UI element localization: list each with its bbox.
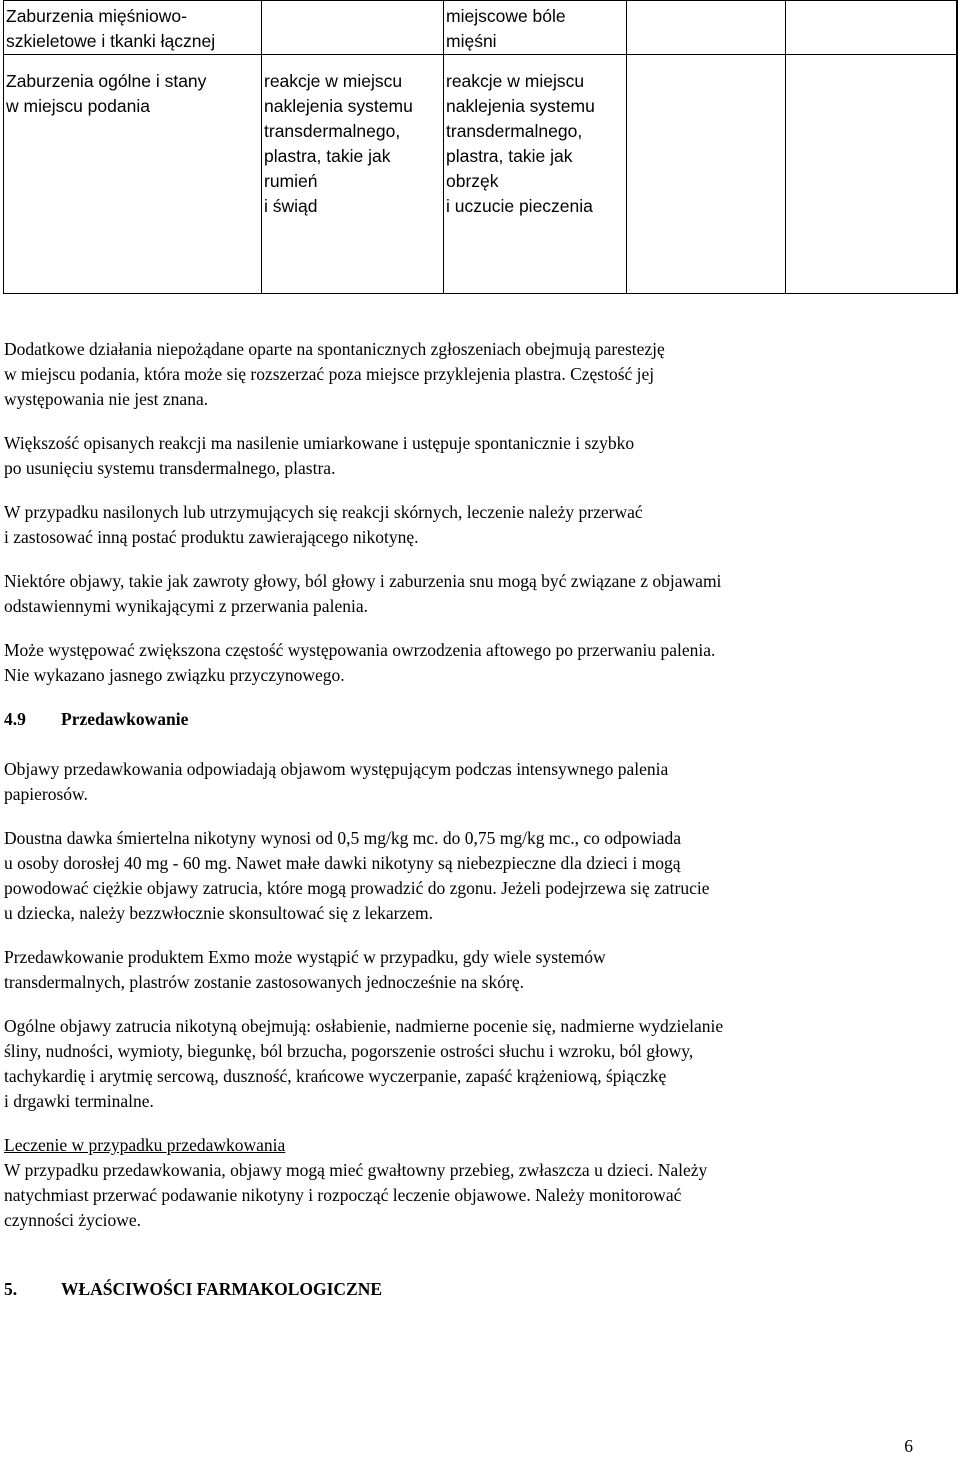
paragraph-exmo-overdose: Przedawkowanie produktem Exmo może wystąpić w przypadku, gdy wiele systemów transdermalnych, plastrów zostanie zastosowanych jednocześnie na skórę.: [4, 947, 606, 992]
table-cell: [627, 55, 786, 294]
section-4-9-heading: [4, 707, 949, 732]
paragraph-lethal-dose: Doustna dawka śmiertelna nikotyny wynosi od 0,5 mg/kg mc. do 0,75 mg/kg mc., co odpowiada u osoby dorosłej 40 mg - 60 mg. Nawet małe dawki nikotyny są niebezpieczne dla dzieci i mogą powodować ciężkie objawy zatrucia, które mogą prowadzić do zgonu. Jeżeli podejrzewa się zatrucie u dziecka, należy bezzwłocznie skonsultować się z lekarzem.: [4, 828, 710, 923]
adverse-reactions-table: [3, 0, 958, 294]
section-number: 4.9: [4, 709, 26, 729]
paragraph-skin-reactions: W przypadku nasilonych lub utrzymujących się reakcji skórnych, leczenie należy przerwać i zastosować inną postać produktu zawierającego nikotynę.: [4, 502, 643, 547]
table-cell: miejscowe bóle mięśni: [444, 1, 627, 55]
paragraph-overdose-symptoms: Objawy przedawkowania odpowiadają objawom występującym podczas intensywnego palenia papierosów.: [4, 759, 669, 804]
paragraph-withdrawal: Niektóre objawy, takie jak zawroty głowy, ból głowy i zaburzenia snu mogą być związane z objawami odstawiennymi wynikającymi z przerwania palenia.: [4, 571, 722, 616]
paragraph-poisoning-symptoms: Ogólne objawy zatrucia nikotyną obejmują: osłabienie, nadmierne pocenie się, nadmierne wydzielanie śliny, nudności, wymioty, biegunkę, ból brzucha, pogorszenie ostrości słuchu i wzroku, ból głowy, tachykardię i arytmię sercową, duszność, krańcowe wyczerpanie, zapaść krążeniową, śpiączkę i drgawki terminalne.: [4, 1016, 724, 1111]
table-row: [4, 1, 957, 55]
treatment-heading: Leczenie w przypadku przedawkowania: [4, 1135, 286, 1155]
table-cell: [262, 1, 444, 55]
table-cell: Zaburzenia mięśniowo- szkieletowe i tkanki łącznej: [4, 1, 262, 55]
table-cell: [786, 1, 957, 55]
paragraph-paresthesia: Dodatkowe działania niepożądane oparte na spontanicznych zgłoszeniach obejmują parestezję w miejscu podania, która może się rozszerzać poza miejsce przyklejenia plastra. Częstość jej występowania nie jest znana.: [4, 339, 665, 409]
section-number: 5.: [4, 1279, 18, 1299]
paragraph-severity: Większość opisanych reakcji ma nasilenie umiarkowane i ustępuje spontanicznie i szybko po usunięciu systemu transdermalnego, plastra.: [4, 433, 635, 478]
paragraph-treatment: [4, 1133, 949, 1233]
document-body: [4, 337, 949, 1327]
page-number: 6: [904, 1436, 913, 1456]
section-title: WŁAŚCIWOŚCI FARMAKOLOGICZNE: [61, 1279, 383, 1299]
table-cell: Zaburzenia ogólne i stany w miejscu podania: [4, 55, 262, 294]
treatment-text: W przypadku przedawkowania, objawy mogą mieć gwałtowny przebieg, zwłaszcza u dzieci. Należy natychmiast przerwać podawanie nikotyny i rozpocząć leczenie objawowe. Należy monitorować czynności życiowe.: [4, 1160, 708, 1230]
paragraph-aphthous: Może występować zwiększona częstość występowania owrzodzenia aftowego po przerwaniu palenia. Nie wykazano jasnego związku przyczynowego.: [4, 640, 716, 685]
table-cell: reakcje w miejscu naklejenia systemu transdermalnego, plastra, takie jak rumień i świąd: [262, 55, 444, 294]
section-5-heading: [4, 1277, 949, 1302]
table-cell: reakcje w miejscu naklejenia systemu transdermalnego, plastra, takie jak obrzęk i uczucie pieczenia: [444, 55, 627, 294]
table-cell: [627, 1, 786, 55]
table-cell: [786, 55, 957, 294]
table-row: [4, 55, 957, 294]
section-title: Przedawkowanie: [61, 709, 189, 729]
